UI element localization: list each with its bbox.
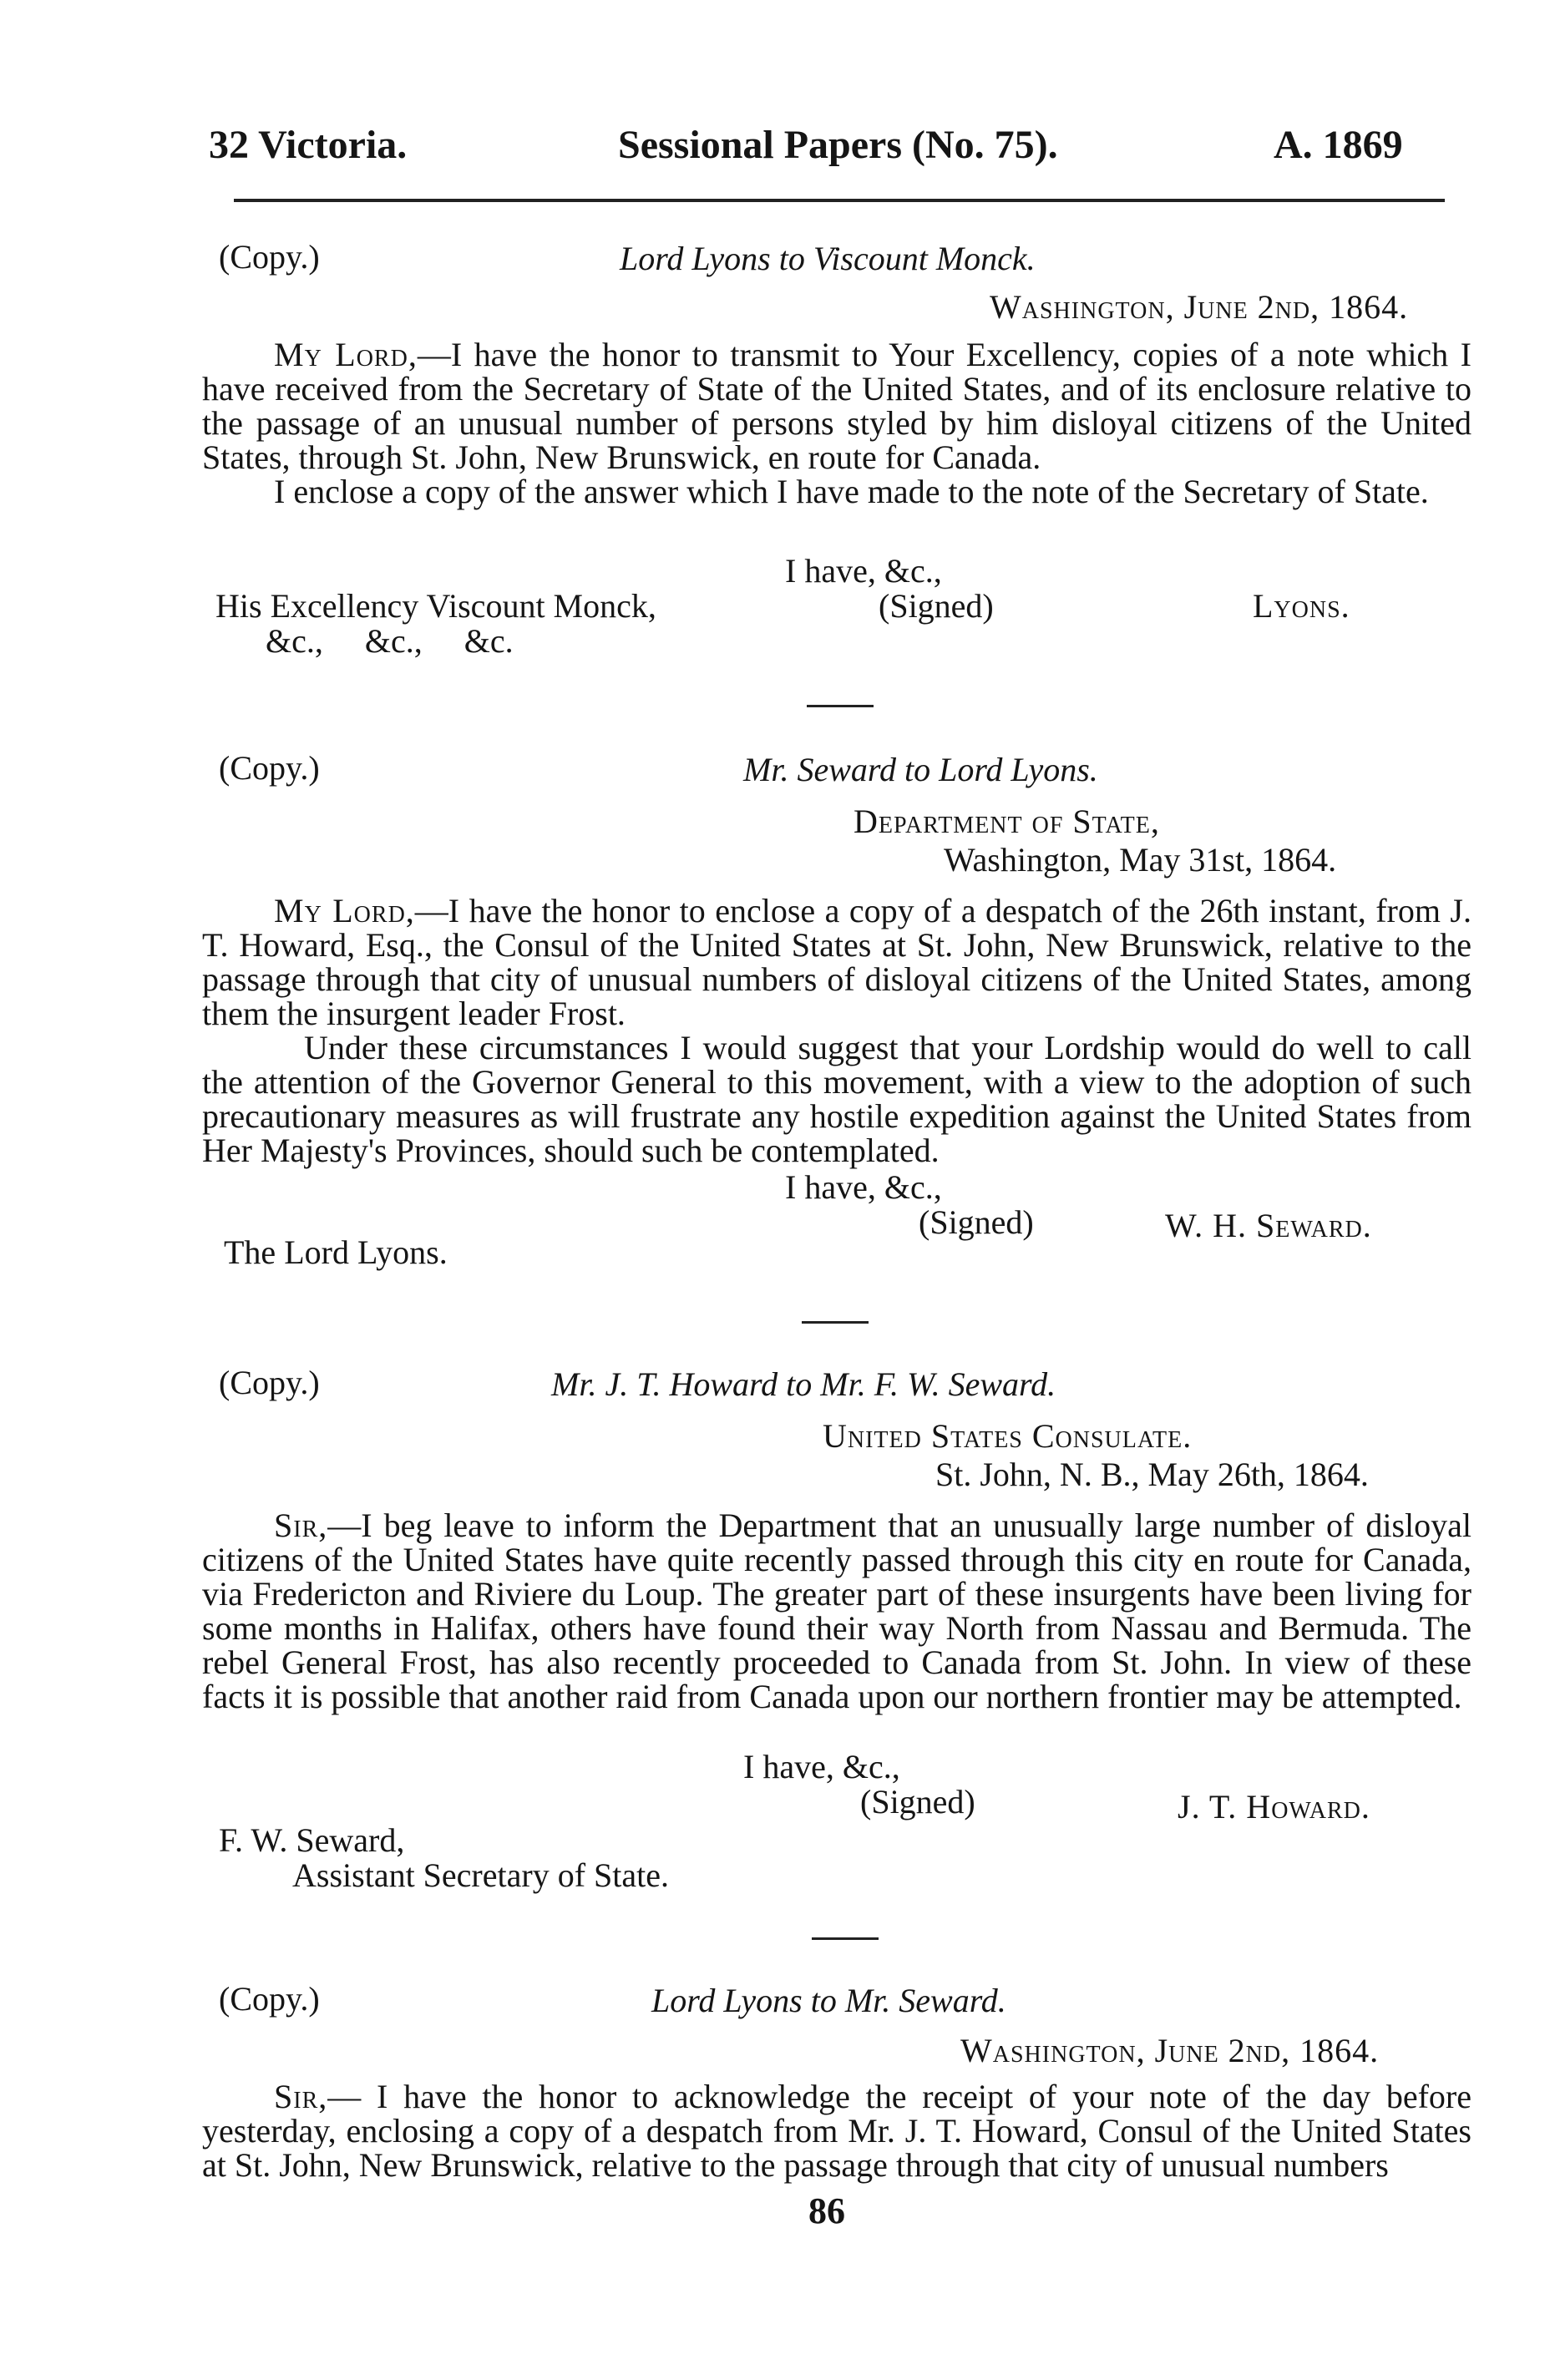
letter-paragraph: Sir,— I have the honor to acknowledge the receipt of your note of the day before yesterday, enclosing a copy of a despatch from Mr. J. T. Howard, Consul of the United States at St. John, New Brunswick, relative to the passage through that city of unusual numbers [202,2078,1472,2184]
dateline: Washington, June 2nd, 1864. [990,288,1409,326]
page-number: 86 [808,2190,845,2231]
signature: Lyons. [1253,587,1350,625]
section-divider [812,1937,879,1940]
letter-title: Mr. J. T. Howard to Mr. F. W. Seward. [551,1365,1056,1403]
copy-label: (Copy.) [219,1980,320,2018]
letter-title: Lord Lyons to Viscount Monck. [620,240,1036,277]
signed-label: (Signed) [879,587,994,625]
section-divider [807,705,874,707]
closing: I have, &c., [785,1168,942,1206]
signature: J. T. Howard. [1178,1788,1370,1826]
header-rule [234,199,1445,202]
copy-label: (Copy.) [219,749,320,787]
salutation: Sir, [274,1506,328,1544]
header-title: Sessional Papers (No. 75). [618,123,1058,167]
addressee-line: Assistant Secretary of State. [292,1856,669,1894]
addressee-line: His Excellency Viscount Monck, [215,587,656,625]
letter-title: Mr. Seward to Lord Lyons. [743,751,1098,788]
addressee-line: &c., &c., &c. [266,622,514,660]
copy-label: (Copy.) [219,238,320,276]
letter-paragraph: Sir,—I beg leave to inform the Department that an unusually large number of disloyal citizens of the United States have quite recently passed through this city en route for Canada, via Fredericton and Riviere du Loup. The greater part of these insurgents have been living for some months in Halifax, others have found their way North from Nassau and Bermuda. The rebel General Frost, has also recently proceeded to Canada from St. John. In view of these facts it is possible that another raid from Canada upon our northern frontier may be attempted. [202,1506,1472,1715]
dateline: Washington, May 31st, 1864. [944,841,1337,879]
dateline: Department of State, [854,803,1160,840]
addressee-line: The Lord Lyons. [224,1233,448,1271]
signed-label: (Signed) [860,1783,975,1820]
dateline: Washington, June 2nd, 1864. [960,2032,1380,2069]
dateline: St. John, N. B., May 26th, 1864. [935,1456,1369,1493]
section-divider [802,1321,869,1324]
header-session: 32 Victoria. [209,123,408,167]
signature: W. H. Seward. [1165,1207,1372,1244]
salutation: Sir, [274,2078,328,2115]
letter-paragraph: Under these circumstances I would suggest that your Lordship would do well to call the attention of the Governor General to this movement, with a view to the adoption of such precautionary measures as will frustrate any hostile expedition against the United States from Her Majesty's Provinces, should such be contemplated. [202,1029,1472,1169]
addressee-line: F. W. Seward, [219,1821,405,1859]
salutation: My Lord, [274,336,418,373]
letter-paragraph: My Lord,—I have the honor to enclose a copy of a despatch of the 26th instant, from J. T. Howard, Esq., the Consul of the United States at St. John, New Brunswick, relative to the passage through that city of unusual numbers of disloyal citizens of the United States, among them the insurgent leader Frost. [202,892,1472,1032]
signed-label: (Signed) [919,1203,1034,1241]
header-year: A. 1869 [1274,123,1403,167]
closing: I have, &c., [743,1748,900,1785]
letter-title: Lord Lyons to Mr. Seward. [651,1982,1006,2019]
copy-label: (Copy.) [219,1364,320,1401]
letter-paragraph: My Lord,—I have the honor to transmit to Your Excellency, copies of a note which I have received from the Secretary of State of the United States, and of its enclosure relative to the passage of an unusual number of persons styled by him disloyal citizens of the United States, through St. John, New Brunswick, en route for Canada. [202,336,1472,476]
letter-paragraph: I enclose a copy of the answer which I have made to the note of the Secretary of State. [274,473,1429,510]
dateline: United States Consulate. [823,1417,1193,1455]
salutation: My Lord, [274,892,415,929]
closing: I have, &c., [785,552,942,590]
